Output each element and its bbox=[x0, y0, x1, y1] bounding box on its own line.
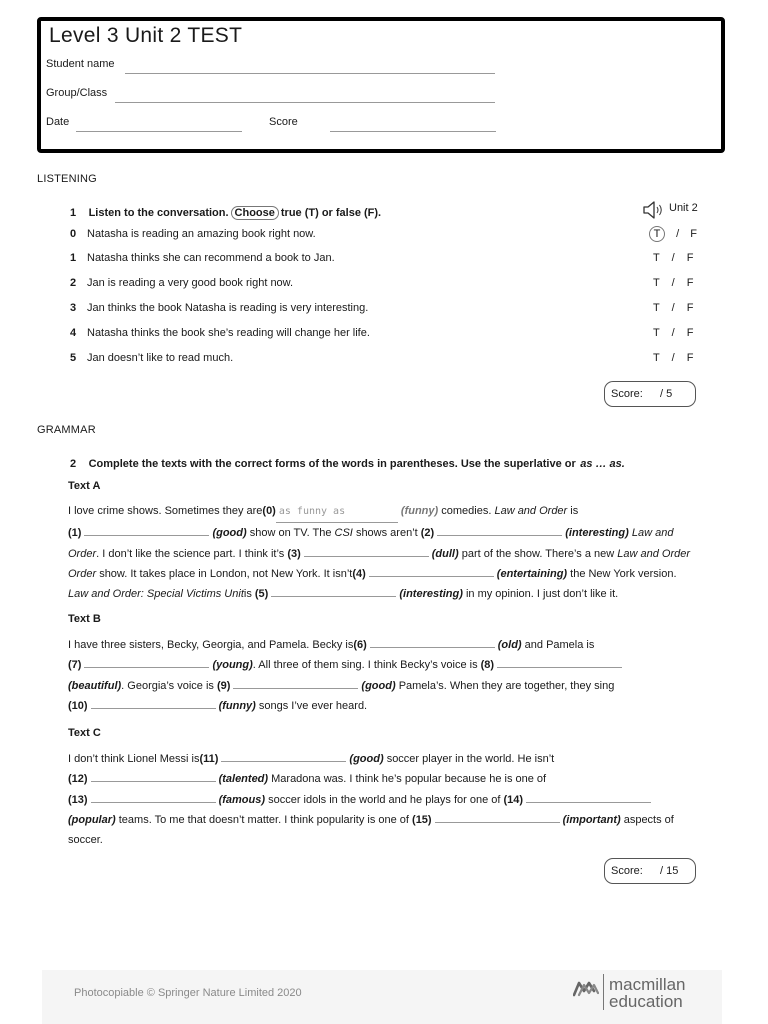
item-text: Jan doesn’t like to read much. bbox=[87, 352, 234, 364]
true-false-choice: T / F bbox=[653, 352, 694, 364]
question-number: 1 bbox=[70, 207, 77, 219]
instruction-text: Complete the texts with the correct forms of the words in parentheses. Use the superlative or bbox=[88, 458, 576, 470]
item-number: 1 bbox=[70, 252, 77, 264]
grammar-section-heading: GRAMMAR bbox=[37, 424, 96, 436]
false-option[interactable]: F bbox=[690, 228, 697, 240]
true-option[interactable]: T bbox=[653, 352, 660, 364]
logo-line-1: macmillan bbox=[609, 975, 686, 994]
answer-blank-15[interactable] bbox=[435, 812, 560, 823]
true-option[interactable]: T bbox=[653, 252, 660, 264]
speaker-icon[interactable] bbox=[642, 200, 666, 220]
item-text: Natasha is reading an amazing book right now. bbox=[87, 228, 316, 240]
text-a-paragraph: I love crime shows. Sometimes they are(0) as funny as (funny) comedies. Law and Order is (1) (good) show on TV. The CSI shows aren’t (2) (interesting) Law and Order. I don’t like the science part. I think it’s (3) (dull) part of the show. There’s a new Law and Order Order show. It takes place in London, not New York. It isn’t(4) (entertaining) the New York version. Law and Order: Special Victims Unitis (5) (interesting) in my opinion. I just don’t like it. bbox=[68, 501, 698, 604]
score-total: / 15 bbox=[660, 865, 679, 877]
group-class-label: Group/Class bbox=[46, 87, 108, 99]
false-option[interactable]: F bbox=[686, 352, 694, 364]
listening-section-heading: LISTENING bbox=[37, 173, 97, 185]
answer-blank-1[interactable] bbox=[84, 525, 209, 536]
answer-blank-8[interactable] bbox=[497, 657, 622, 668]
student-name-field[interactable] bbox=[125, 73, 495, 74]
item-number: 5 bbox=[70, 352, 77, 364]
answer-blank-3[interactable] bbox=[304, 546, 429, 557]
answer-blank-2[interactable] bbox=[437, 525, 562, 536]
true-false-choice: T / F bbox=[653, 302, 694, 314]
score-label: Score: bbox=[611, 388, 643, 400]
score-field[interactable] bbox=[330, 131, 496, 132]
item-number: 2 bbox=[70, 277, 77, 289]
page-footer bbox=[42, 970, 722, 1024]
question-number: 2 bbox=[70, 458, 77, 470]
answer-blank-10[interactable] bbox=[91, 698, 216, 709]
false-option[interactable]: F bbox=[686, 302, 694, 314]
answer-blank-5[interactable] bbox=[271, 586, 396, 597]
score-label: Score: bbox=[611, 865, 643, 877]
instruction-text-pre: Listen to the conversation. bbox=[88, 207, 229, 219]
logo-line-2: education bbox=[609, 992, 683, 1011]
listening-instruction bbox=[70, 203, 381, 221]
date-label: Date bbox=[46, 116, 70, 128]
answer-blank-11[interactable] bbox=[221, 751, 346, 762]
answer-blank-7[interactable] bbox=[84, 657, 209, 668]
item-number: 3 bbox=[70, 302, 77, 314]
true-false-choice: T / F bbox=[653, 252, 694, 264]
true-option-circled[interactable]: T bbox=[649, 226, 665, 242]
true-false-choice: T / F bbox=[653, 327, 694, 339]
item-number: 0 bbox=[70, 228, 77, 240]
logo-divider bbox=[603, 974, 604, 1010]
macmillan-logo-icon bbox=[573, 979, 599, 997]
false-option[interactable]: F bbox=[686, 252, 694, 264]
audio-track-label: Unit 2 bbox=[669, 202, 698, 214]
true-option[interactable]: T bbox=[653, 302, 660, 314]
grammar-score-box[interactable] bbox=[604, 858, 696, 884]
student-info-box bbox=[37, 17, 725, 153]
item-text: Jan is reading a very good book right now. bbox=[87, 277, 294, 289]
listening-score-box[interactable] bbox=[604, 381, 696, 407]
item-text: Jan thinks the book Natasha is reading is very interesting. bbox=[87, 302, 369, 314]
answer-blank-14[interactable] bbox=[526, 792, 651, 803]
score-total: / 5 bbox=[660, 388, 673, 400]
true-option[interactable]: T bbox=[653, 327, 660, 339]
item-text: Natasha thinks she can recommend a book to Jan. bbox=[87, 252, 335, 264]
group-class-field[interactable] bbox=[115, 102, 495, 103]
copyright-text: Photocopiable © Springer Nature Limited 2020 bbox=[74, 987, 302, 999]
false-option[interactable]: F bbox=[686, 277, 694, 289]
instruction-text-post: true (T) or false (F). bbox=[280, 207, 382, 219]
answer-blank-9[interactable] bbox=[233, 678, 358, 689]
student-name-label: Student name bbox=[46, 58, 115, 70]
date-field[interactable] bbox=[76, 131, 242, 132]
true-false-choice: T / F bbox=[653, 277, 694, 289]
example-answer: as funny as bbox=[276, 502, 398, 523]
text-c-paragraph: I don’t think Lionel Messi is(11) (good) soccer player in the world. He isn’t (12) (talented) Maradona was. I think he’s popular because he is one of (13) (famous) soccer idols in the world and he plays for one of (14) (popular) teams. To me that doesn’t matter. I think popularity is one of (15) (important) aspects of soccer. bbox=[68, 753, 674, 847]
text-b-heading: Text B bbox=[68, 613, 101, 625]
answer-blank-4[interactable] bbox=[369, 566, 494, 577]
answer-blank-6[interactable] bbox=[370, 637, 495, 648]
choose-circled-word: Choose bbox=[231, 206, 279, 220]
answer-blank-13[interactable] bbox=[91, 792, 216, 803]
score-label: Score bbox=[269, 116, 298, 128]
text-b-paragraph: I have three sisters, Becky, Georgia, and Pamela. Becky is(6) (old) and Pamela is (7) (young). All three of them sing. I think Becky’s voice is (8) (beautiful). Georgia’s voice is (9) (good) Pamela’s. When they are together, they sing (10) (funny) songs I’ve ever heard. bbox=[68, 635, 698, 716]
item-number: 4 bbox=[70, 327, 77, 339]
true-option[interactable]: T bbox=[653, 277, 660, 289]
text-c-heading: Text C bbox=[68, 727, 101, 739]
text-a-heading: Text A bbox=[68, 480, 101, 492]
false-option[interactable]: F bbox=[686, 327, 694, 339]
item-text: Natasha thinks the book she’s reading will change her life. bbox=[87, 327, 370, 339]
grammar-instruction bbox=[70, 454, 625, 472]
instruction-italic: as … as. bbox=[580, 458, 625, 470]
test-title: Level 3 Unit 2 TEST bbox=[49, 24, 243, 47]
answer-blank-12[interactable] bbox=[91, 771, 216, 782]
true-false-choice: T / F bbox=[649, 226, 697, 242]
